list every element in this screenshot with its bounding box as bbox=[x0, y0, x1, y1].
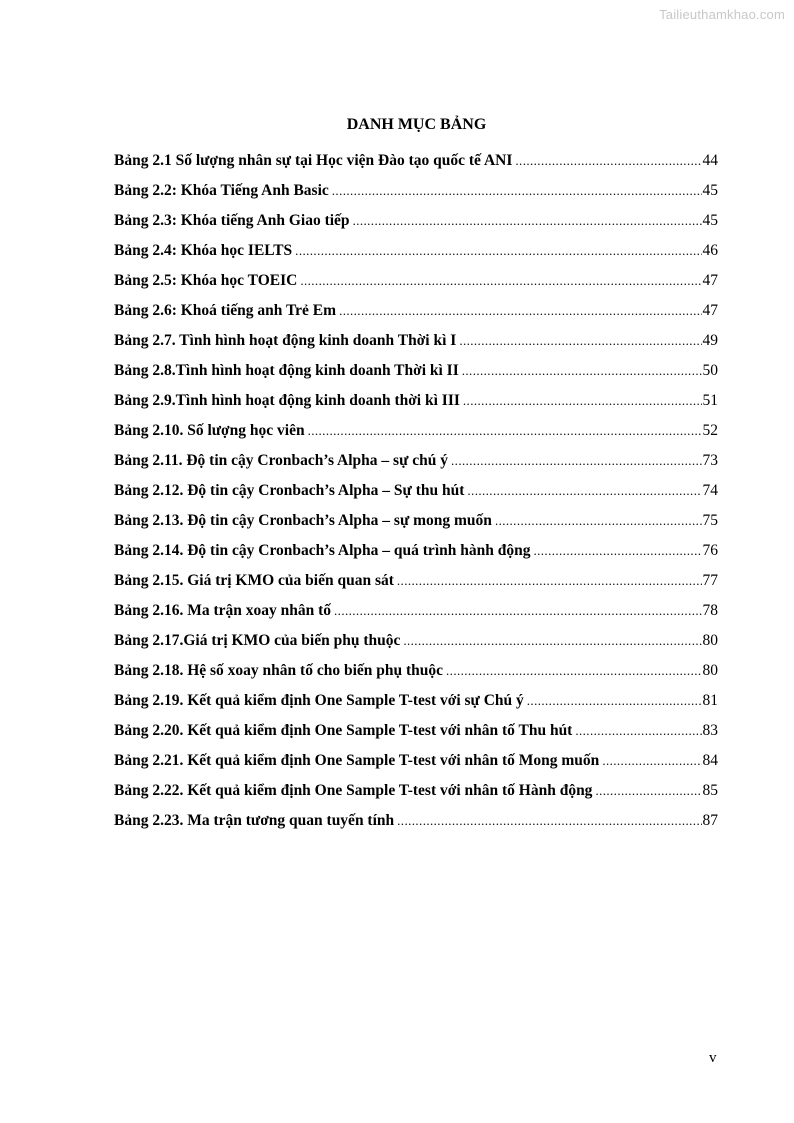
toc-entry-page: 46 bbox=[702, 242, 718, 259]
toc-entry-label: Bảng 2.1 Số lượng nhân sự tại Học viện Đào tạo quốc tế ANI bbox=[114, 152, 513, 169]
toc-dot-leader bbox=[463, 390, 702, 412]
toc-dot-leader bbox=[459, 330, 701, 352]
toc-dot-leader bbox=[308, 420, 702, 442]
toc-dot-leader bbox=[339, 300, 701, 322]
toc-dot-leader bbox=[527, 690, 702, 712]
toc-entry-page: 45 bbox=[702, 182, 718, 199]
toc-entry-page: 51 bbox=[702, 392, 718, 409]
toc-entry-label: Bảng 2.5: Khóa học TOEIC bbox=[114, 272, 298, 289]
toc-entry[interactable] bbox=[114, 360, 718, 390]
toc-dot-leader bbox=[595, 780, 701, 802]
page-title: DANH MỤC BẢNG bbox=[346, 116, 487, 133]
toc-entry[interactable] bbox=[114, 480, 718, 510]
toc-entry[interactable] bbox=[114, 570, 718, 600]
toc-entry-page: 47 bbox=[702, 272, 718, 289]
toc-entry-label: Bảng 2.22. Kết quả kiểm định One Sample T-test với nhân tố Hành động bbox=[114, 782, 593, 799]
toc-entry[interactable] bbox=[114, 750, 718, 780]
toc-entry-label: Bảng 2.16. Ma trận xoay nhân tố bbox=[114, 602, 332, 619]
toc-dot-leader bbox=[515, 150, 701, 172]
toc-entry-page: 50 bbox=[702, 362, 718, 379]
toc-entry[interactable] bbox=[114, 180, 718, 210]
toc-entry-page: 78 bbox=[702, 602, 718, 619]
toc-entry-label: Bảng 2.7. Tình hình hoạt động kinh doanh Thời kì I bbox=[114, 332, 457, 349]
toc-entry-label: Bảng 2.21. Kết quả kiểm định One Sample T-test với nhân tố Mong muốn bbox=[114, 752, 600, 769]
toc-entry[interactable] bbox=[114, 420, 718, 450]
toc-entry[interactable] bbox=[114, 390, 718, 420]
toc-entry[interactable] bbox=[114, 270, 718, 300]
toc-entry-page: 84 bbox=[702, 752, 718, 769]
toc-entry-label: Bảng 2.23. Ma trận tương quan tuyến tính bbox=[114, 812, 395, 829]
toc-entry-label: Bảng 2.20. Kết quả kiểm định One Sample T-test với nhân tố Thu hút bbox=[114, 722, 573, 739]
toc-entry-label: Bảng 2.11. Độ tin cậy Cronbach’s Alpha – sự chú ý bbox=[114, 452, 449, 469]
toc-entry-label: Bảng 2.9.Tình hình hoạt động kinh doanh thời kì III bbox=[114, 392, 460, 409]
toc-entry-page: 73 bbox=[702, 452, 718, 469]
toc-entry-label: Bảng 2.12. Độ tin cậy Cronbach’s Alpha – Sự thu hút bbox=[114, 482, 465, 499]
toc-entry-label: Bảng 2.14. Độ tin cậy Cronbach’s Alpha – quá trình hành động bbox=[114, 542, 531, 559]
toc-entry-label: Bảng 2.18. Hệ số xoay nhân tố cho biến phụ thuộc bbox=[114, 662, 444, 679]
toc-entry-label: Bảng 2.17.Giá trị KMO của biến phụ thuộc bbox=[114, 632, 401, 649]
toc-entry-label: Bảng 2.10. Số lượng học viên bbox=[114, 422, 305, 439]
toc-entry-label: Bảng 2.4: Khóa học IELTS bbox=[114, 242, 293, 259]
toc-entry-page: 80 bbox=[702, 662, 718, 679]
toc-entry-page: 44 bbox=[702, 152, 718, 169]
toc-entry-page: 76 bbox=[702, 542, 718, 559]
toc-entry-page: 83 bbox=[702, 722, 718, 739]
toc-entry[interactable] bbox=[114, 330, 718, 360]
toc-dot-leader bbox=[446, 660, 701, 682]
toc-entry-label: Bảng 2.19. Kết quả kiểm định One Sample T-test với sự Chú ý bbox=[114, 692, 524, 709]
toc-dot-leader bbox=[467, 480, 701, 502]
toc-entry[interactable] bbox=[114, 660, 718, 690]
toc-entry-label: Bảng 2.3: Khóa tiếng Anh Giao tiếp bbox=[114, 212, 350, 229]
toc-entry-page: 74 bbox=[702, 482, 718, 499]
toc-entry-label: Bảng 2.15. Giá trị KMO của biến quan sát bbox=[114, 572, 394, 589]
toc-entry-page: 52 bbox=[702, 422, 718, 439]
toc-entry-page: 77 bbox=[702, 572, 718, 589]
toc-dot-leader bbox=[451, 450, 701, 472]
toc-entry[interactable] bbox=[114, 240, 718, 270]
toc-entry-label: Bảng 2.8.Tình hình hoạt động kinh doanh Thời kì II bbox=[114, 362, 459, 379]
toc-entry[interactable] bbox=[114, 450, 718, 480]
toc-entry[interactable] bbox=[114, 810, 718, 840]
toc-entry[interactable] bbox=[114, 720, 718, 750]
toc-entry-page: 45 bbox=[702, 212, 718, 229]
toc-dot-leader bbox=[575, 720, 701, 742]
toc-entry[interactable] bbox=[114, 630, 718, 660]
toc-entry[interactable] bbox=[114, 690, 718, 720]
toc-entry-page: 81 bbox=[702, 692, 718, 709]
toc-entry[interactable] bbox=[114, 300, 718, 330]
toc-dot-leader bbox=[300, 270, 701, 292]
toc-dot-leader bbox=[353, 210, 702, 232]
toc-entry-page: 75 bbox=[702, 512, 718, 529]
toc-entry[interactable] bbox=[114, 210, 718, 240]
toc-entry-label: Bảng 2.2: Khóa Tiếng Anh Basic bbox=[114, 182, 329, 199]
toc-dot-leader bbox=[334, 600, 701, 622]
toc-entry-page: 80 bbox=[702, 632, 718, 649]
toc-dot-leader bbox=[295, 240, 701, 262]
toc-entry-label: Bảng 2.13. Độ tin cậy Cronbach’s Alpha – sự mong muốn bbox=[114, 512, 492, 529]
page-number: v bbox=[709, 1050, 717, 1066]
toc-dot-leader bbox=[403, 630, 701, 652]
watermark-text: Tailieuthamkhao.com bbox=[659, 7, 785, 22]
toc-entry-page: 49 bbox=[702, 332, 718, 349]
toc-dot-leader bbox=[602, 750, 701, 772]
toc-dot-leader bbox=[462, 360, 702, 382]
toc-entry-page: 87 bbox=[702, 812, 718, 829]
toc-entry-page: 47 bbox=[702, 302, 718, 319]
table-of-contents bbox=[114, 150, 718, 840]
toc-entry-label: Bảng 2.6: Khoá tiếng anh Trẻ Em bbox=[114, 302, 337, 319]
toc-entry[interactable] bbox=[114, 780, 718, 810]
toc-entry-page: 85 bbox=[702, 782, 718, 799]
toc-entry[interactable] bbox=[114, 150, 718, 180]
toc-dot-leader bbox=[397, 570, 702, 592]
toc-dot-leader bbox=[397, 810, 701, 832]
toc-dot-leader bbox=[332, 180, 702, 202]
toc-dot-leader bbox=[533, 540, 701, 562]
toc-entry[interactable] bbox=[114, 510, 718, 540]
toc-dot-leader bbox=[495, 510, 702, 532]
toc-entry[interactable] bbox=[114, 540, 718, 570]
toc-entry[interactable] bbox=[114, 600, 718, 630]
